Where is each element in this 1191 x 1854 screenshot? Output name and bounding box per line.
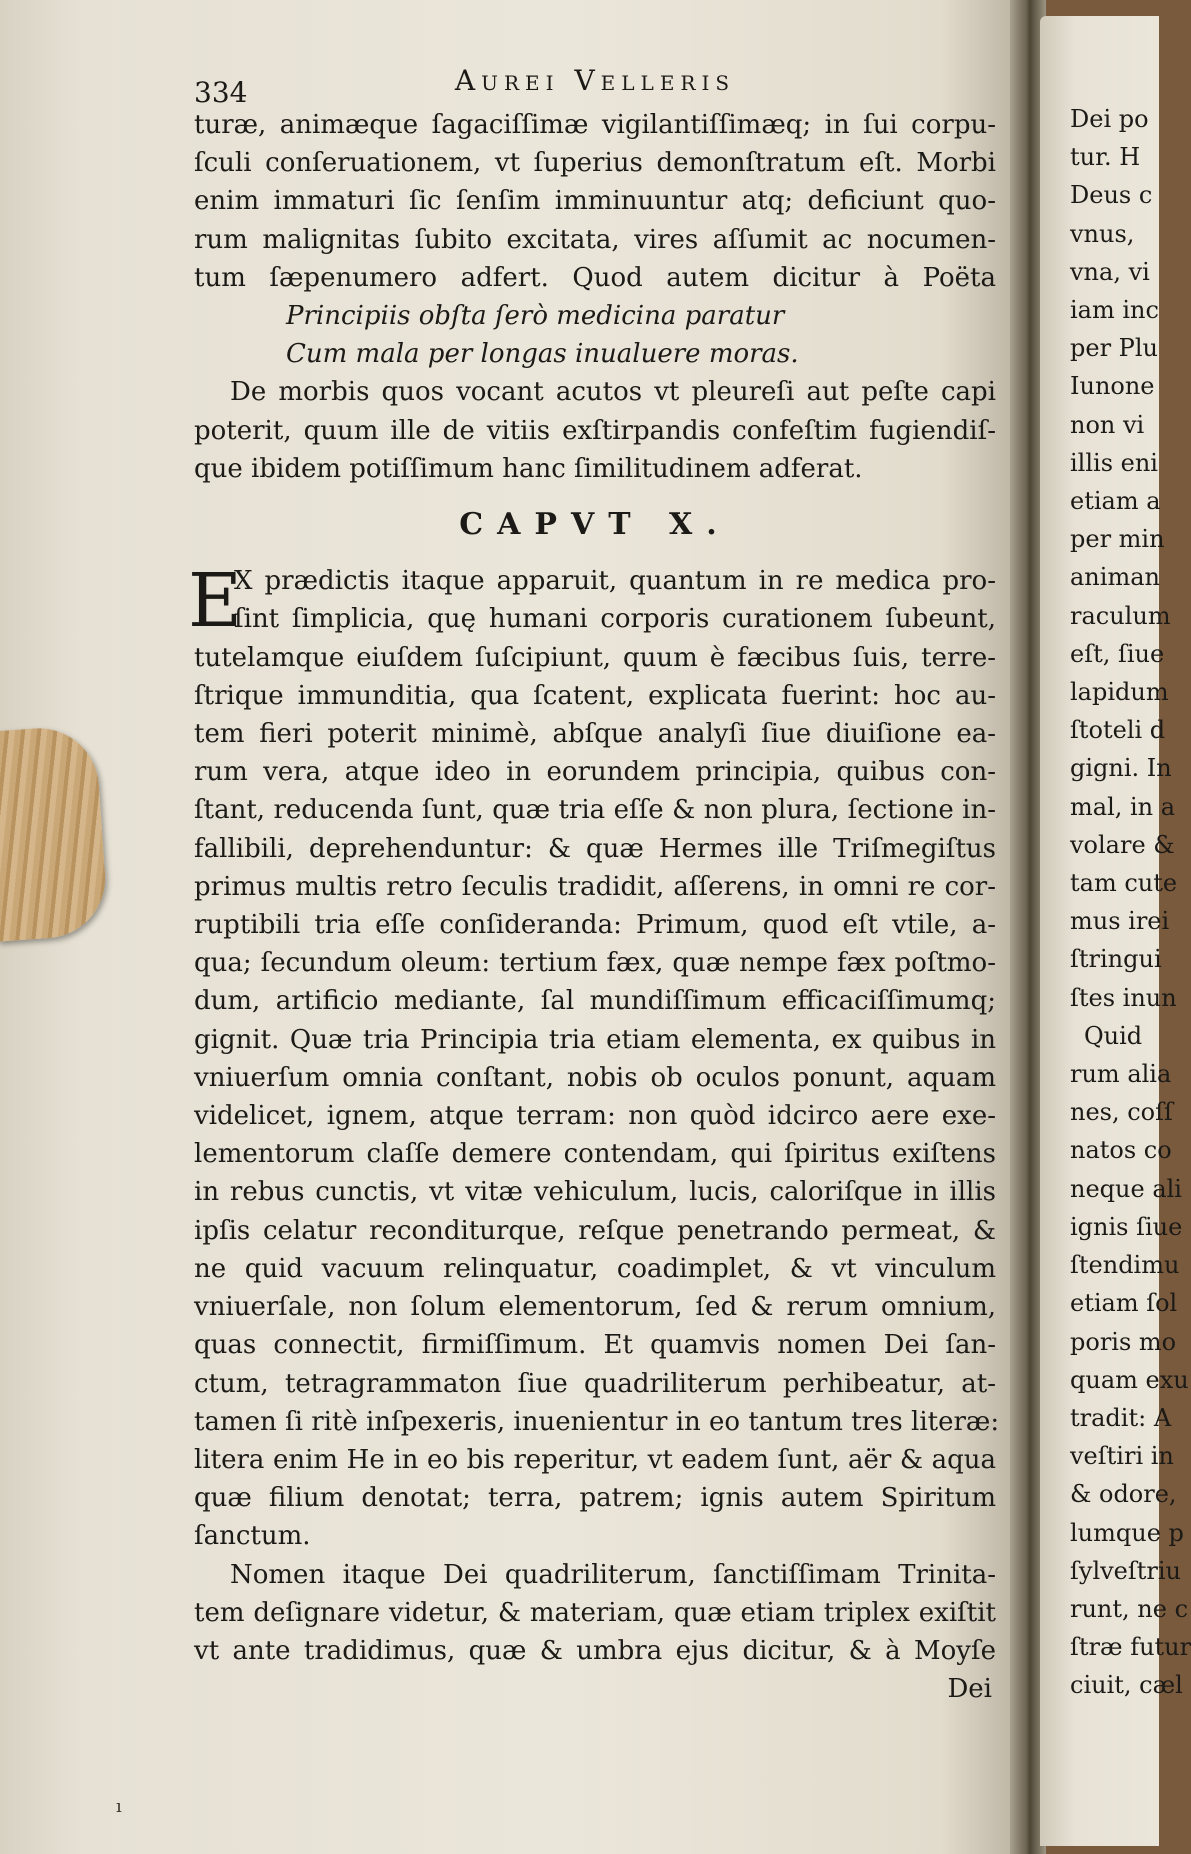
text-line: ſanctum. (194, 1521, 311, 1552)
text-line: vniuerſum omnia conſtant, nobis ob oculos ponunt, aquam (194, 1062, 996, 1093)
text-line: poterit, quum ille de vitiis exſtirpandis confeſtim fugiendiſ- (194, 415, 996, 446)
right-text-line: quam exu (1070, 1365, 1189, 1394)
right-text-line: gigni. In (1070, 754, 1172, 783)
text-line: tem fieri poterit minimè, abſque analyſi ſiue diuiſione ea- (194, 719, 996, 750)
right-text-line: non vi (1070, 410, 1145, 439)
text-line: turæ, animæque ſagaciſſimæ vigilantiſſimæq; in ſui corpu- (194, 110, 996, 140)
right-text-line: Iunone (1070, 372, 1155, 401)
text-line: qua; ſecundum oleum: tertium fæx, quæ nempe fæx poſtmo- (194, 948, 996, 979)
right-text-line: mus irei (1070, 907, 1170, 936)
paragraph-2 (194, 373, 996, 488)
text-line: tem deſignare videtur, & materiam, quæ etiam triplex exiſtit (194, 1597, 996, 1628)
text-line: fallibili, deprehenduntur: & quæ Hermes ille Triſmegiſtus (194, 833, 996, 864)
running-title: Aurei Velleris (454, 64, 736, 97)
right-text-line: tam cute (1070, 869, 1178, 898)
chapter-heading: CAPVT X. (459, 507, 731, 543)
text-line: vt ante tradidimus, quæ & umbra ejus dicitur, & à Moyſe (194, 1635, 996, 1666)
text-line: in rebus cunctis, vt vitæ vehiculum, lucis, caloriſque in illis (194, 1177, 996, 1208)
catchword: Dei (947, 1674, 992, 1705)
text-line: gignit. Quæ tria Principia tria etiam elementa, ex quibus in (194, 1024, 996, 1055)
text-line: rum vera, atque ideo in eorundem principia, quibus con- (194, 757, 996, 788)
text-line: ſint ſimplicia, quę humani corporis curationem ſubeunt, (234, 604, 996, 635)
right-page-text (1070, 100, 1191, 1705)
text-line: dum, artificio mediante, ſal mundiſſimum efficaciſſimumq; (194, 986, 996, 1017)
paragraph-4 (194, 1556, 996, 1671)
right-text-line: neque ali (1070, 1174, 1182, 1203)
right-text-line: Deus c (1070, 181, 1153, 210)
text-line: quæ filium denotat; terra, patrem; ignis autem Spiritum (194, 1483, 996, 1514)
right-text-line: veſtiri in (1070, 1442, 1174, 1471)
text-line: ſtrique immunditia, qua ſcatent, explicata fuerint: hoc au- (194, 680, 996, 711)
right-text-line: rum alia (1070, 1060, 1172, 1089)
right-page (1040, 16, 1191, 1846)
text-line: ruptibili tria eſſe conſideranda: Primum, quod eſt vtile, a- (194, 910, 996, 941)
right-text-line: mal, in a (1070, 792, 1176, 821)
right-text-line: iam inc (1070, 296, 1159, 325)
right-text-line: tur. H (1070, 143, 1141, 172)
left-page-text (188, 62, 1000, 1708)
right-text-line: lumque p (1070, 1518, 1184, 1547)
chapter-body (188, 558, 1000, 1555)
text-line: litera enim He in eo bis reperitur, vt eadem ſunt, aër & aqua (194, 1444, 996, 1475)
text-line: enim immaturi ſic ſenſim imminuuntur atq; deficiunt quo- (194, 186, 996, 217)
right-text-line: etiam ſol (1070, 1289, 1178, 1318)
text-line: vniuerſale, non ſolum elementorum, ſed & rerum omnium, (194, 1292, 996, 1323)
right-text-line: ſylveſtriu (1070, 1556, 1182, 1585)
right-text-line: raculum (1070, 601, 1171, 630)
right-text-line: ſtringui (1070, 945, 1162, 974)
right-text-line: per min (1070, 525, 1165, 554)
text-line: rum malignitas ſubito excitata, vires aſſumit ac nocumen- (194, 224, 996, 255)
right-text-line: & odore, (1070, 1480, 1177, 1509)
verse-line: Principiis obſta ſerò medicina paratur (286, 301, 785, 332)
right-text-line: vnus, (1070, 219, 1135, 248)
bottom-margin-mark: ı (116, 1796, 122, 1817)
right-text-line: runt, ne c (1070, 1594, 1189, 1623)
right-text-line: ſtræ futur (1070, 1633, 1191, 1662)
right-text-line: ſtendimu (1070, 1251, 1180, 1280)
right-text-line: per Plu (1070, 334, 1158, 363)
right-text-line: vna, vi (1070, 257, 1150, 286)
right-text-line: eſt, ſiue (1070, 639, 1165, 668)
text-line: que ibidem potiſſimum hanc ſimilitudinem adferat. (194, 453, 863, 484)
text-line: tutelamque eiuſdem ſuſcipiunt, quum è fæcibus ſuis, terre- (194, 642, 996, 673)
right-text-line: animan (1070, 563, 1160, 592)
right-text-line: ſtes inun (1070, 983, 1177, 1012)
paragraph-1 (194, 106, 996, 297)
right-text-line: ignis ſiue (1070, 1212, 1183, 1241)
right-text-line: etiam a (1070, 487, 1161, 516)
running-head (194, 62, 996, 109)
text-line: ipſis celatur reconditurque, reſque penetrando permeat, & (194, 1215, 996, 1246)
right-text-line: poris mo (1070, 1327, 1177, 1356)
right-text-line: tradit: A (1070, 1403, 1172, 1432)
right-text-line: Quid (1084, 1021, 1143, 1050)
right-text-line: volare & (1070, 830, 1175, 859)
text-line: ne quid vacuum relinquatur, coadimplet, & vt vinculum (194, 1253, 996, 1284)
text-line: ctum, tetragrammaton ſiue quadriliterum perhibeatur, at- (194, 1368, 996, 1399)
text-line: videlicet, ignem, atque terram: non quòd idcirco aere exe- (194, 1101, 996, 1132)
right-text-line: lapidum (1070, 678, 1169, 707)
right-text-line: ciuit, cæl (1070, 1671, 1183, 1700)
text-line: tamen ſi ritè inſpexeris, inuenientur in eo tantum tres literæ: (194, 1406, 1000, 1437)
page-number: 334 (194, 76, 248, 109)
text-line: X prædictis itaque apparuit, quantum in re medica pro- (234, 566, 996, 597)
text-line: tum ſæpenumero adfert. Quod autem dicitur à Poëta (194, 262, 996, 293)
drop-cap: E (188, 558, 243, 645)
right-text-line: Dei po (1070, 105, 1149, 133)
right-text-line: illis eni (1070, 448, 1158, 477)
right-text-line: nes, coſſ (1070, 1098, 1173, 1127)
text-line: ſculi conſeruationem, vt ſuperius demonſtratum eſt. Morbi (194, 148, 996, 179)
text-line: Nomen itaque Dei quadriliterum, ſanctiſſimam Trinita- (230, 1559, 996, 1590)
text-line: lementorum claſſe demere contendam, qui ſpiritus exiſtens (194, 1139, 996, 1170)
right-text-line: ſtoteli d (1070, 716, 1166, 745)
text-line: primus multis retro ſeculis tradidit, aſſerens, in omni re cor- (194, 871, 996, 902)
text-line: De morbis quos vocant acutos vt pleureſi aut peſte capi (230, 377, 996, 408)
text-line: ſtant, reducenda ſunt, quæ tria eſſe & non plura, ſectione in- (194, 795, 996, 826)
right-text-line: natos co (1070, 1136, 1172, 1165)
text-line: quas connectit, firmiſſimum. Et quamvis nomen Dei ſan- (194, 1330, 996, 1361)
verse-quote (194, 297, 996, 373)
verse-line: Cum mala per longas inualuere moras. (286, 339, 799, 370)
